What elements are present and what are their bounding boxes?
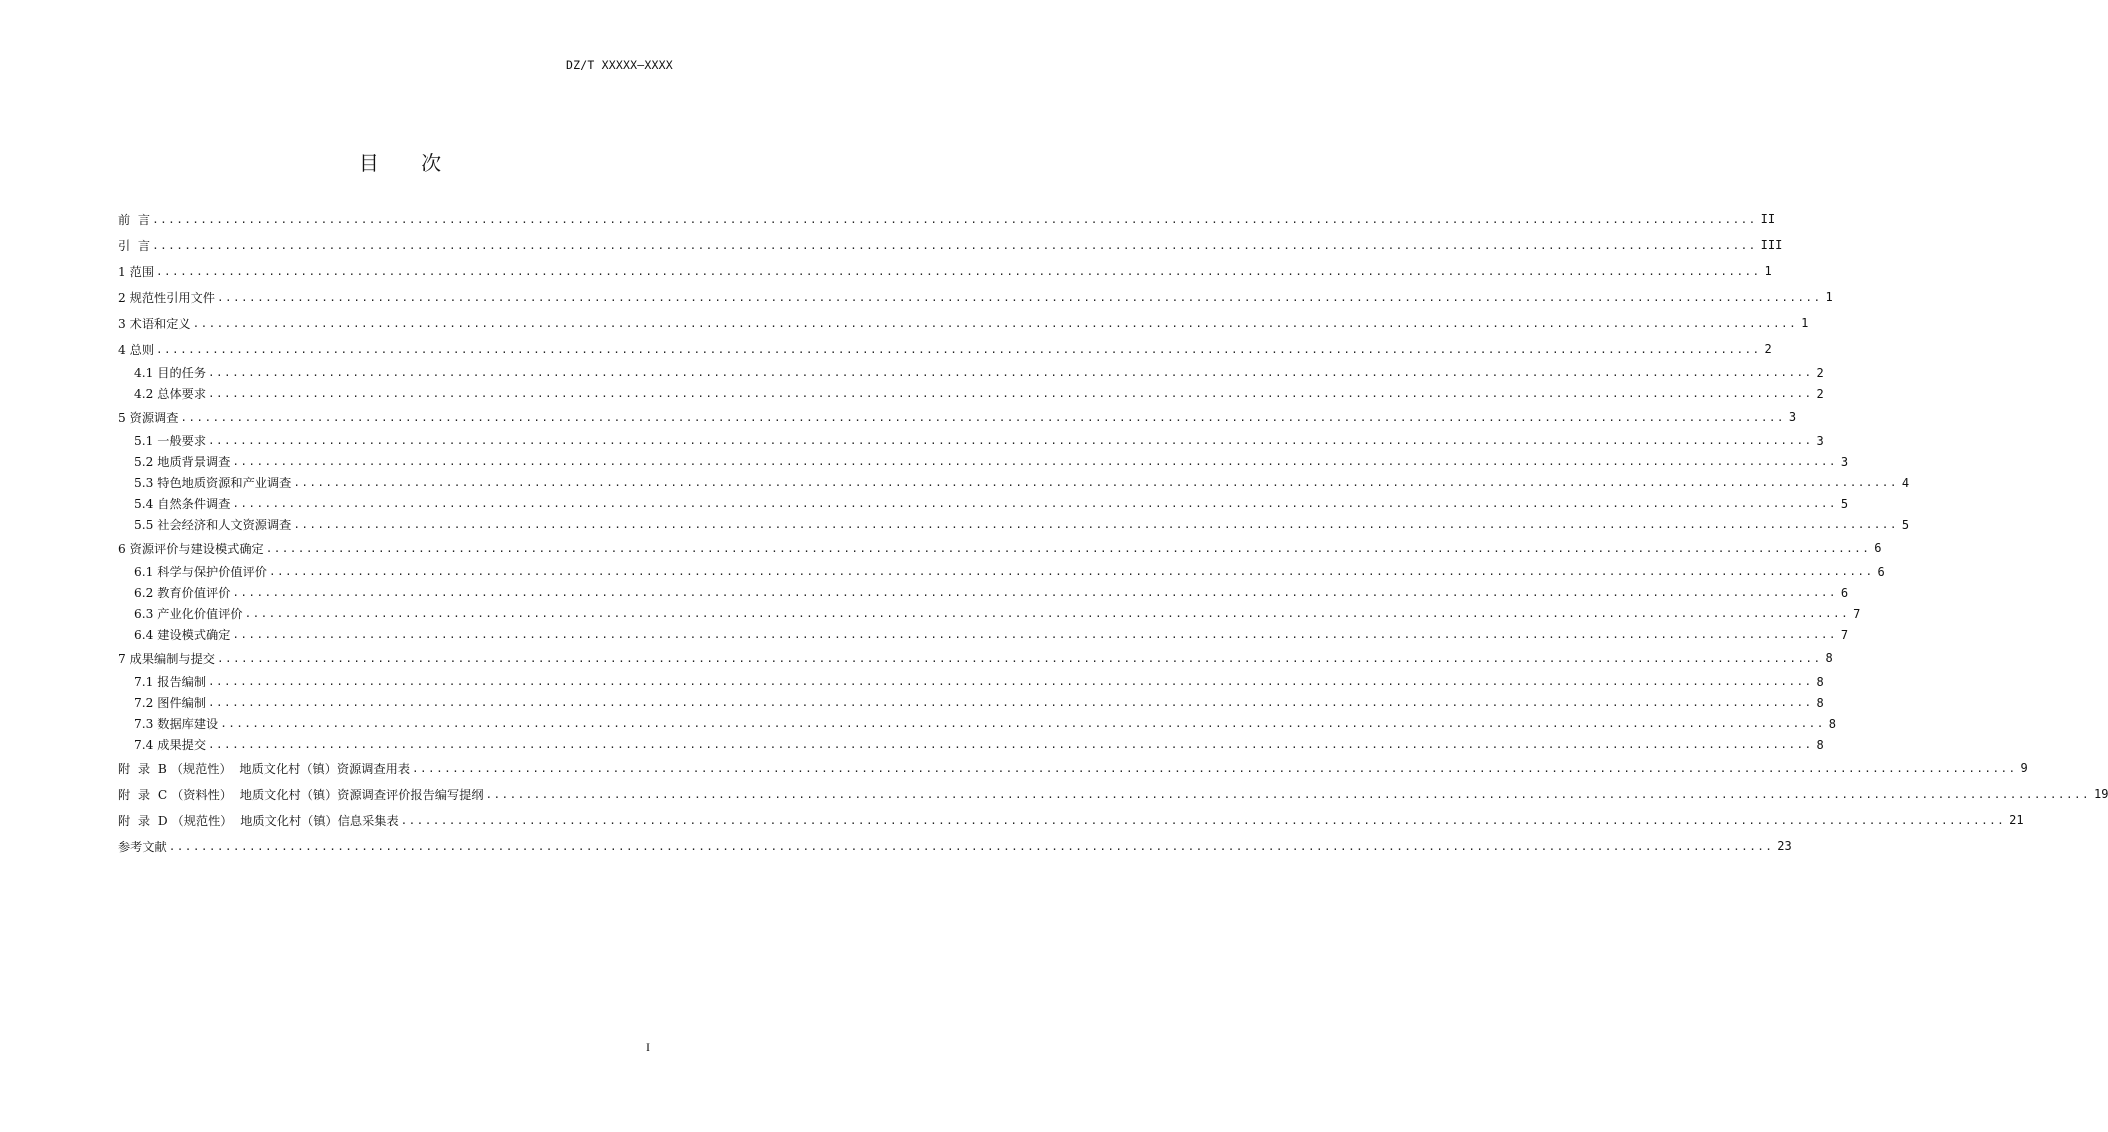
page-title: 目 次 (358, 151, 460, 175)
toc-entry-label: 引 言 (118, 238, 151, 253)
toc-entry-label: 5 资源调查 (118, 410, 179, 425)
toc-entry[interactable] (118, 603, 1861, 624)
toc-entry[interactable] (118, 833, 1792, 859)
toc-entry[interactable] (118, 734, 1824, 755)
toc-entry-label: 4.1 目的任务 (134, 366, 207, 380)
toc-entry-label: 5.4 自然条件调查 (134, 497, 231, 511)
toc-dot-leader: ........................................................................................................................................................................................................ (400, 813, 2006, 827)
toc-entry-page: 6 (1877, 564, 1885, 579)
toc-entry-label: 7.1 报告编制 (134, 675, 207, 689)
toc-entry[interactable] (118, 781, 2108, 807)
toc-dot-leader: ........................................................................................................................................................................................................ (192, 316, 1798, 330)
toc-entry-label: 附 录 D （规范性） 地质文化村（镇）信息采集表 (118, 813, 399, 828)
toc-dot-leader: ........................................................................................................................................................................................................ (232, 455, 1837, 468)
toc-entry[interactable] (118, 535, 1882, 561)
toc-entry-page: 6 (1874, 541, 1882, 555)
toc-entry[interactable] (118, 336, 1772, 362)
toc-entry[interactable] (118, 561, 1885, 582)
toc-dot-leader: ........................................................................................................................................................................................................ (412, 761, 2017, 775)
toc-entry-page: 8 (1816, 674, 1824, 689)
toc-entry-page: 2 (1764, 342, 1772, 356)
toc-entry-page: 7 (1840, 627, 1849, 642)
toc-dot-leader: ........................................................................................................................................................................................................ (265, 541, 1871, 555)
toc-entry-label: 前 言 (118, 212, 151, 227)
toc-entry-label: 5.1 一般要求 (134, 434, 207, 448)
toc-entry-page: III (1760, 238, 1783, 252)
toc-entry-label: 5.3 特色地质资源和产业调查 (134, 476, 292, 490)
toc-entry-page: 8 (1816, 695, 1824, 710)
toc-dot-leader: ........................................................................................................................................................................................................ (232, 586, 1837, 599)
toc-entry-page: 9 (2020, 761, 2028, 775)
toc-dot-leader: ........................................................................................................................................................................................................ (208, 366, 1813, 379)
toc-entry-page: 21 (2009, 813, 2024, 827)
toc-dot-leader: ........................................................................................................................................................................................................ (232, 497, 1837, 510)
toc-entry-label: 1 范围 (118, 264, 155, 279)
toc-entry-page: 1 (1825, 290, 1833, 304)
toc-entry-label: 4.2 总体要求 (134, 387, 207, 401)
toc-entry[interactable] (118, 430, 1824, 451)
toc-entry-page: 19 (2094, 787, 2108, 801)
toc-entry-page: 8 (1825, 651, 1833, 665)
toc-dot-leader: ........................................................................................................................................................................................................ (208, 675, 1813, 688)
toc-dot-leader: ........................................................................................................................................................................................................ (180, 410, 1785, 424)
page-number: I (646, 1040, 650, 1054)
toc-entry[interactable] (118, 284, 1833, 310)
toc-entry[interactable] (118, 472, 1910, 493)
toc-dot-leader: ........................................................................................................................................................................................................ (208, 696, 1813, 709)
toc-entry-page: 8 (1828, 716, 1836, 731)
toc-entry-page: 7 (1853, 606, 1861, 621)
toc-entry[interactable] (118, 258, 1772, 284)
toc-entry[interactable] (118, 807, 2024, 833)
toc-dot-leader: ........................................................................................................................................................................................................ (216, 290, 1822, 304)
toc-entry-label: 参考文献 (118, 839, 167, 854)
toc-entry[interactable] (118, 383, 1824, 404)
toc-entry-page: II (1760, 212, 1776, 226)
toc-dot-leader: ........................................................................................................................................................................................................ (485, 787, 2091, 801)
toc-dot-leader: ........................................................................................................................................................................................................ (293, 518, 1898, 531)
toc-dot-leader: ........................................................................................................................................................................................................ (268, 565, 1874, 578)
toc-entry[interactable] (118, 206, 1776, 232)
document-code: DZ/T XXXXX—XXXX (566, 58, 673, 72)
toc-dot-leader: ........................................................................................................................................................................................................ (244, 607, 1850, 620)
toc-entry-page: 6 (1840, 585, 1849, 600)
toc-dot-leader: ........................................................................................................................................................................................................ (152, 238, 1757, 252)
toc-entry-page: 2 (1816, 386, 1824, 401)
toc-entry-page: 3 (1788, 410, 1797, 424)
toc-entry-page: 1 (1801, 316, 1809, 330)
toc-dot-leader: ........................................................................................................................................................................................................ (156, 264, 1761, 278)
toc-entry[interactable] (118, 755, 2028, 781)
toc-entry[interactable] (118, 624, 1849, 645)
toc-dot-leader: ........................................................................................................................................................................................................ (152, 212, 1757, 226)
toc-entry[interactable] (118, 582, 1849, 603)
toc-dot-leader: ........................................................................................................................................................................................................ (232, 628, 1837, 641)
toc-entry[interactable] (118, 310, 1809, 336)
toc-entry-label: 6.4 建设模式确定 (134, 628, 231, 642)
toc-entry-label: 6 资源评价与建设模式确定 (118, 541, 264, 556)
toc-dot-leader: ........................................................................................................................................................................................................ (208, 434, 1813, 447)
toc-entry-page: 5 (1840, 496, 1849, 511)
toc-entry[interactable] (118, 451, 1849, 472)
toc-entry-label: 7.2 图件编制 (134, 696, 207, 710)
toc-entry-label: 7.3 数据库建设 (134, 717, 219, 731)
toc-entry-page: 23 (1777, 839, 1792, 853)
toc-entry-label: 4 总则 (118, 342, 155, 357)
table-of-contents (118, 206, 2108, 859)
toc-dot-leader: ........................................................................................................................................................................................................ (293, 476, 1898, 489)
toc-entry[interactable] (118, 362, 1824, 383)
toc-entry[interactable] (118, 404, 1797, 430)
toc-entry-page: 8 (1816, 737, 1824, 752)
toc-dot-leader: ........................................................................................................................................................................................................ (156, 342, 1761, 356)
toc-dot-leader: ........................................................................................................................................................................................................ (208, 738, 1813, 751)
toc-dot-leader: ........................................................................................................................................................................................................ (220, 717, 1825, 730)
toc-entry[interactable] (118, 671, 1824, 692)
toc-entry-label: 3 术语和定义 (118, 316, 191, 331)
toc-dot-leader: ........................................................................................................................................................................................................ (216, 651, 1822, 665)
toc-entry-page: 4 (1901, 475, 1910, 490)
toc-entry-label: 6.3 产业化价值评价 (134, 607, 243, 621)
toc-entry-label: 5.5 社会经济和人文资源调查 (134, 518, 292, 532)
toc-entry-label: 附 录 C （资料性） 地质文化村（镇）资源调查评价报告编写提纲 (118, 787, 484, 802)
toc-entry[interactable] (118, 645, 1833, 671)
toc-entry-label: 2 规范性引用文件 (118, 290, 215, 305)
toc-dot-leader: ........................................................................................................................................................................................................ (208, 387, 1813, 400)
toc-entry[interactable] (118, 692, 1824, 713)
toc-entry[interactable] (118, 514, 1910, 535)
toc-entry-label: 7.4 成果提交 (134, 738, 207, 752)
toc-entry-page: 3 (1840, 454, 1849, 469)
toc-entry-label: 6.1 科学与保护价值评价 (134, 565, 267, 579)
toc-entry-label: 附 录 B （规范性） 地质文化村（镇）资源调查用表 (118, 761, 411, 776)
toc-entry[interactable] (118, 713, 1836, 734)
toc-entry-page: 2 (1816, 365, 1824, 380)
toc-entry-page: 5 (1901, 517, 1910, 532)
toc-entry-label: 7 成果编制与提交 (118, 651, 215, 666)
toc-entry-label: 6.2 教育价值评价 (134, 586, 231, 600)
toc-entry-page: 1 (1764, 264, 1772, 278)
toc-entry[interactable] (118, 232, 1783, 258)
toc-entry-label: 5.2 地质背景调查 (134, 455, 231, 469)
toc-dot-leader: ........................................................................................................................................................................................................ (168, 839, 1774, 853)
toc-entry[interactable] (118, 493, 1849, 514)
toc-entry-page: 3 (1816, 433, 1824, 448)
